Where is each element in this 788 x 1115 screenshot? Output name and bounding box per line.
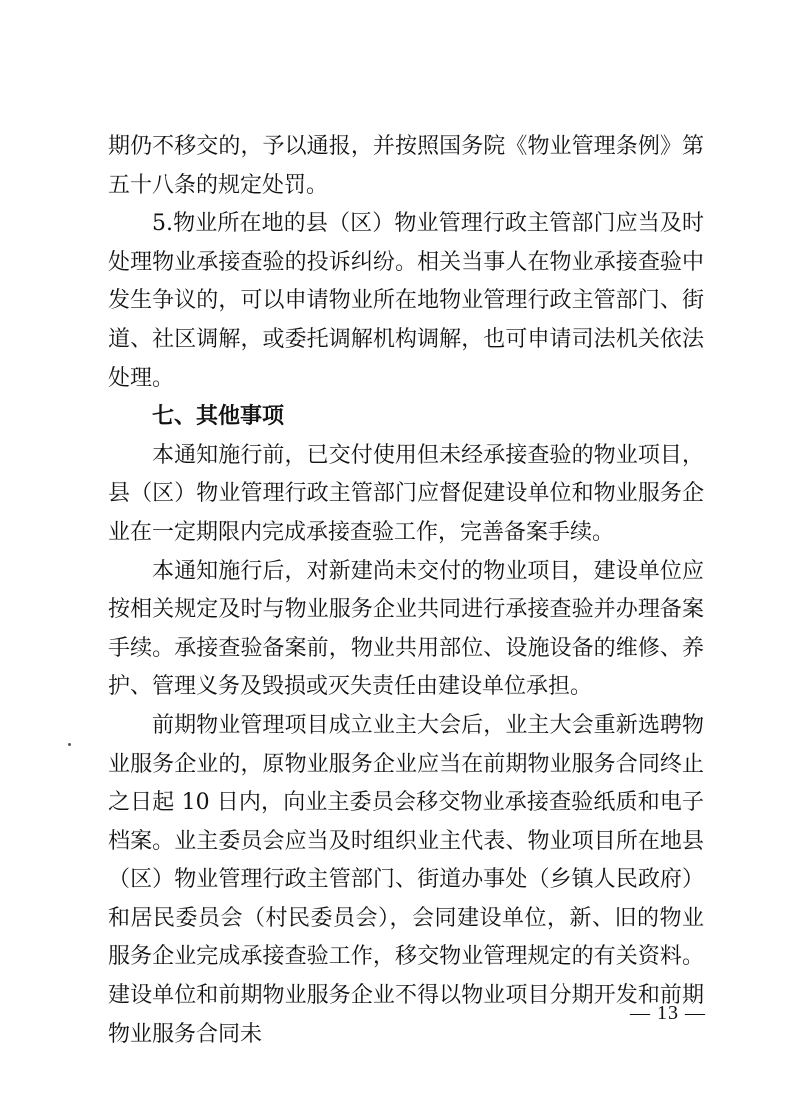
page-number: — 13 — [630,1002,706,1024]
paragraph-owners-assembly: 前期物业管理项目成立业主大会后，业主大会重新选聘物业服务企业的，原物业服务企业应当在前期物业服务合同终止之日起 10 日内，向业主委员会移交物业承接查验纸质和电子档案。业主委员会应当及时组织业主代表、物业项目所在地县（区）物业管理行政主管部门、街道办事处（乡镇人民政府）和居民委员会（村民委员会），会同建设单位，新、旧的物业服务企业完成承接查验工作，移交物业管理规定的有关资料。建设单位和前期物业服务企业不得以物业项目分期开发和前期物业服务合同未 [108,712,704,1047]
margin-speck [68,743,71,746]
document-body [108,128,704,1054]
paragraph-before-effective: 本通知施行前，已交付使用但未经承接查验的物业项目，县（区）物业管理行政主管部门应督促建设单位和物业服务企业在一定期限内完成承接查验工作，完善备案手续。 [108,442,704,545]
paragraph-item-5: 5.物业所在地的县（区）物业管理行政主管部门应当及时处理物业承接查验的投诉纠纷。相关当事人在物业承接查验中发生争议的，可以申请物业所在地物业管理行政主管部门、街道、社区调解，或委托调解机构调解，也可申请司法机关依法处理。 [108,211,704,391]
paragraph-after-effective: 本通知施行后，对新建尚未交付的物业项目，建设单位应按相关规定及时与物业服务企业共同进行承接查验并办理备案手续。承接查验备案前，物业共用部位、设施设备的维修、养护、管理义务及毁损或灭失责任由建设单位承担。 [108,558,704,700]
paragraph-continued: 期仍不移交的，予以通报，并按照国务院《物业管理条例》第五十八条的规定处罚。 [108,134,704,198]
section-heading-other-matters: 七、其他事项 [152,404,285,430]
